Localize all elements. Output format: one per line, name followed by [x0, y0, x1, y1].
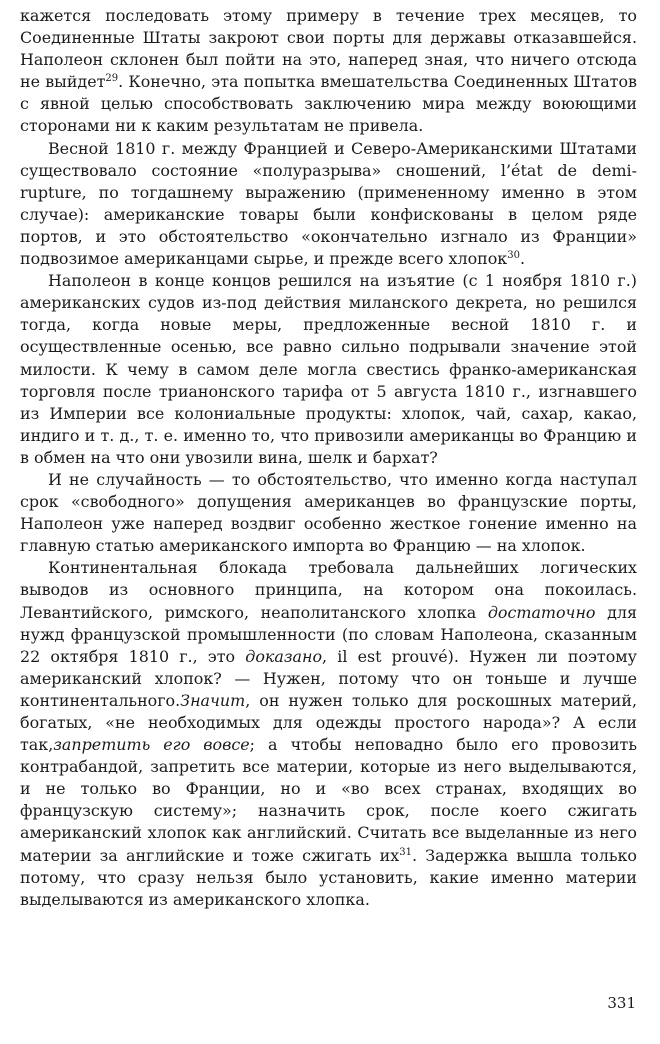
text-run: . Задержка вышла только потому, что сразу нельзя было установить, какие именно материи выделываются из американского хлопка.	[20, 845, 637, 909]
page-number: 331	[607, 994, 636, 1012]
text-run: Весной 1810 г. между Францией и Северо-Американскими Штатами существовало состояние «полуразрыва» сношений, l’état de demi-rupture, по тогдашнему выражению (примененному именно в этом случае): американские товары были конфискованы в целом ряде портов, и это обстоятельство «окончательно изгнало из Франции» подвозимое американцами сырье, и прежде всего хлопок	[20, 138, 637, 269]
text-run: , он нужен только для роскошных материй, богатых, «не необходимых для одежды простого народа»? А если так,	[20, 690, 637, 755]
footnote-ref: 31	[399, 846, 412, 858]
footnote-ref: 29	[105, 73, 119, 85]
italic-text: запретить его вовсе	[53, 735, 250, 755]
text-run: .	[519, 249, 526, 269]
paragraph	[20, 557, 637, 911]
italic-text: доказано	[245, 646, 323, 666]
text-run: для нужд французской промышленности (по словам Наполеона, сказанным 22 октября 1810 г., это	[20, 602, 637, 666]
text-run: , il est prouvé). Нужен ли поэтому американский хлопок? — Нужен, потому что он тоньше и лучше континентального.	[20, 646, 637, 710]
text-run: Наполеон в конце концов решился на изъятие (с 1 ноября 1810 г.) американских судов из-под действия миланского декрета, но решился тогда, когда новые меры, предложенные весной 1810 г. и осуществленные осенью, все равно сильно подрывали значение этой милости. К чему в самом деле могла свестись франко-американская торговля после трианонского тарифа от 5 августа 1810 г., изгнавшего из Империи все колониальные продукты: хлопок, чай, сахар, какао, индиго и т. д., т. е. именно то, что привозили американцы во Францию и в обмен на что они увозили вина, шелк и бархат?	[20, 271, 637, 467]
paragraph	[20, 270, 637, 469]
footnote-ref: 30	[507, 250, 520, 262]
italic-text: Значит	[180, 690, 246, 710]
paragraph	[20, 5, 637, 138]
italic-text: достаточно	[487, 602, 596, 622]
text-run: Континентальная блокада требовала дальнейших логических выводов из основного принципа, на котором она покоилась. Левантийского, римского, неаполитанского хлопка	[20, 558, 637, 622]
text-run: . Конечно, эта попытка вмешательства Соединенных Штатов с явной целью способствовать заключению мира между воюющими сторонами ни к каким результатам не привела.	[20, 72, 637, 136]
text-run: кажется последовать этому примеру в течение трех месяцев, то Соединенные Штаты закроют свои порты для державы отказавшейся. Наполеон склонен был пойти на это, наперед зная, что ничего отсюда не выйдет	[20, 6, 637, 92]
text-run: И не случайность — то обстоятельство, что именно когда наступал срок «свободного» допущения американцев во французские порты, Наполеон уже наперед воздвиг особенно жесткое гонение именно на главную статью американского импорта во Францию — на хлопок.	[20, 469, 637, 556]
text-run: ; а чтобы неповадно было его провозить контрабандой, запретить все материи, которые из него выделываются, и не только во Франции, но и «во всех странах, входящих во французскую систему»; назначить срок, после коего сжигать американский хлопок как английский. Считать все выделанные из него материи за английские и тоже сжигать их	[20, 735, 637, 865]
body-text	[20, 5, 637, 911]
paragraph	[20, 138, 637, 271]
paragraph	[20, 469, 637, 557]
